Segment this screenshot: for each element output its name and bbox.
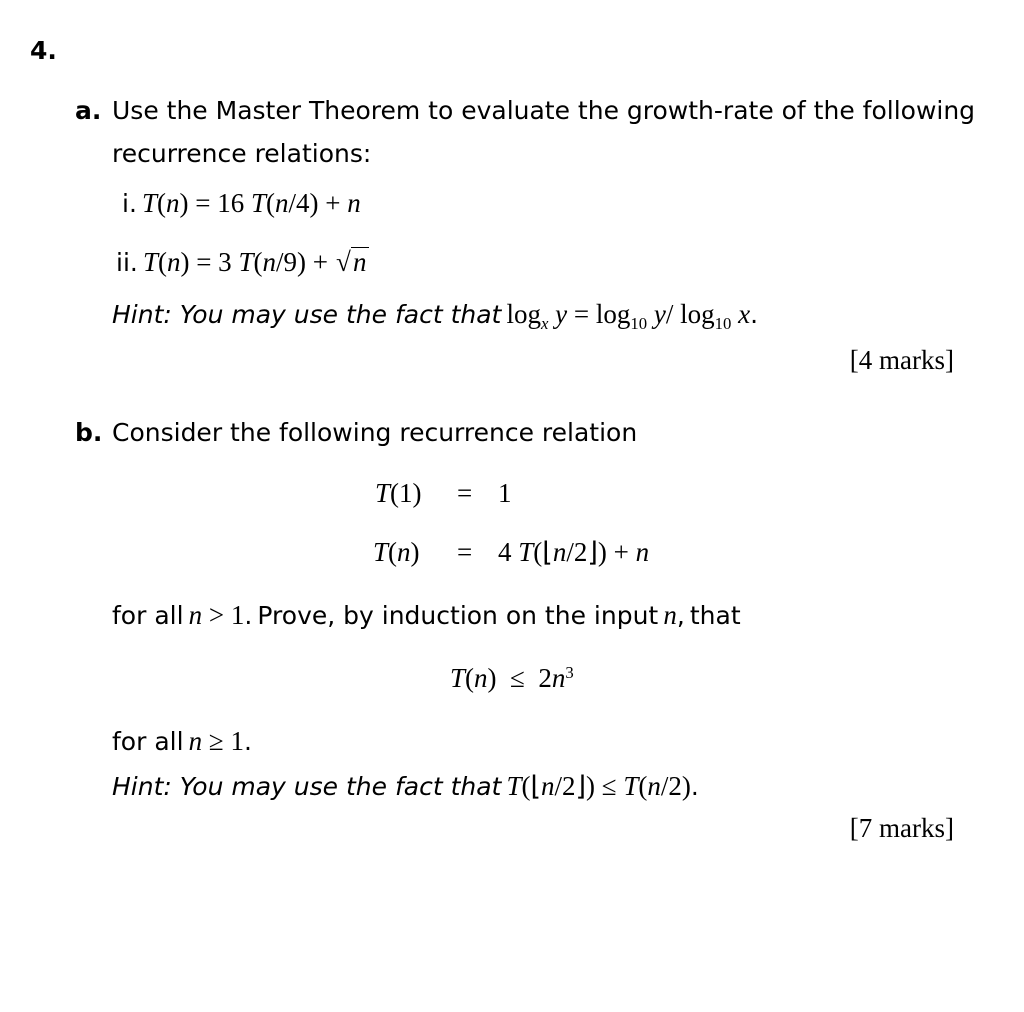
part-a-hint-formula: $\log_x y = \log_{10} y/$ $\log_{10} x$. <box>506 299 759 333</box>
recurrence-i-formula: T(n) = 16 T(n/4) + n <box>142 188 361 218</box>
part-a-intro-line2: recurrence relations: <box>112 139 372 168</box>
part-a-intro-line1: Use the Master Theorem to evaluate the growth-rate of the following <box>112 96 976 125</box>
part-b-marks: [7 marks] <box>849 813 954 843</box>
part-b-intro: Consider the following recurrence relation <box>112 418 638 447</box>
part-a-marks: [4 marks] <box>849 345 954 375</box>
part-b-hint-text: Hint: You may use the fact that <box>112 772 502 801</box>
recurrence-i <box>122 188 361 219</box>
that-text: that <box>689 601 741 630</box>
part-b-label: b. <box>75 418 103 447</box>
part-b-hint-formula: T(⌊n/2⌋) ≤ T(n/2). <box>506 771 699 801</box>
sqrt-icon: √n <box>335 247 369 278</box>
recurrence-base-lhs: T(1) <box>375 478 422 508</box>
part-b-condition: for all n > 1. Prove, by induction on the input n, that <box>112 600 741 630</box>
for-all-text2: for all <box>112 727 184 756</box>
recurrence-base-eq: = <box>457 478 473 508</box>
recurrence-step-lhs: T(n) <box>373 537 420 567</box>
recurrence-ii <box>116 247 369 278</box>
question-number: 4. <box>30 36 57 65</box>
part-b-hint <box>112 771 699 802</box>
part-b-condition2: for all n ≥ 1. <box>112 726 252 756</box>
recurrence-ii-formula: T(n) = 3 T(n/9) + √n <box>143 247 369 277</box>
part-a-hint-text: Hint: You may use the fact that <box>112 300 502 329</box>
item-i-label: i. <box>122 189 137 218</box>
for-all-text: for all <box>112 601 184 630</box>
recurrence-base-rhs: 1 <box>498 478 512 508</box>
recurrence-step-eq: = <box>457 537 473 567</box>
recurrence-step-rhs: 4 T(⌊n/2⌋) + n <box>498 537 650 567</box>
inequality-formula: $T(n) \le 2n^3$ <box>450 662 574 693</box>
part-a-label: a. <box>75 96 102 125</box>
item-ii-label: ii. <box>116 248 138 277</box>
prove-text: Prove, by induction on the input <box>257 601 659 630</box>
part-a-hint <box>112 299 759 333</box>
